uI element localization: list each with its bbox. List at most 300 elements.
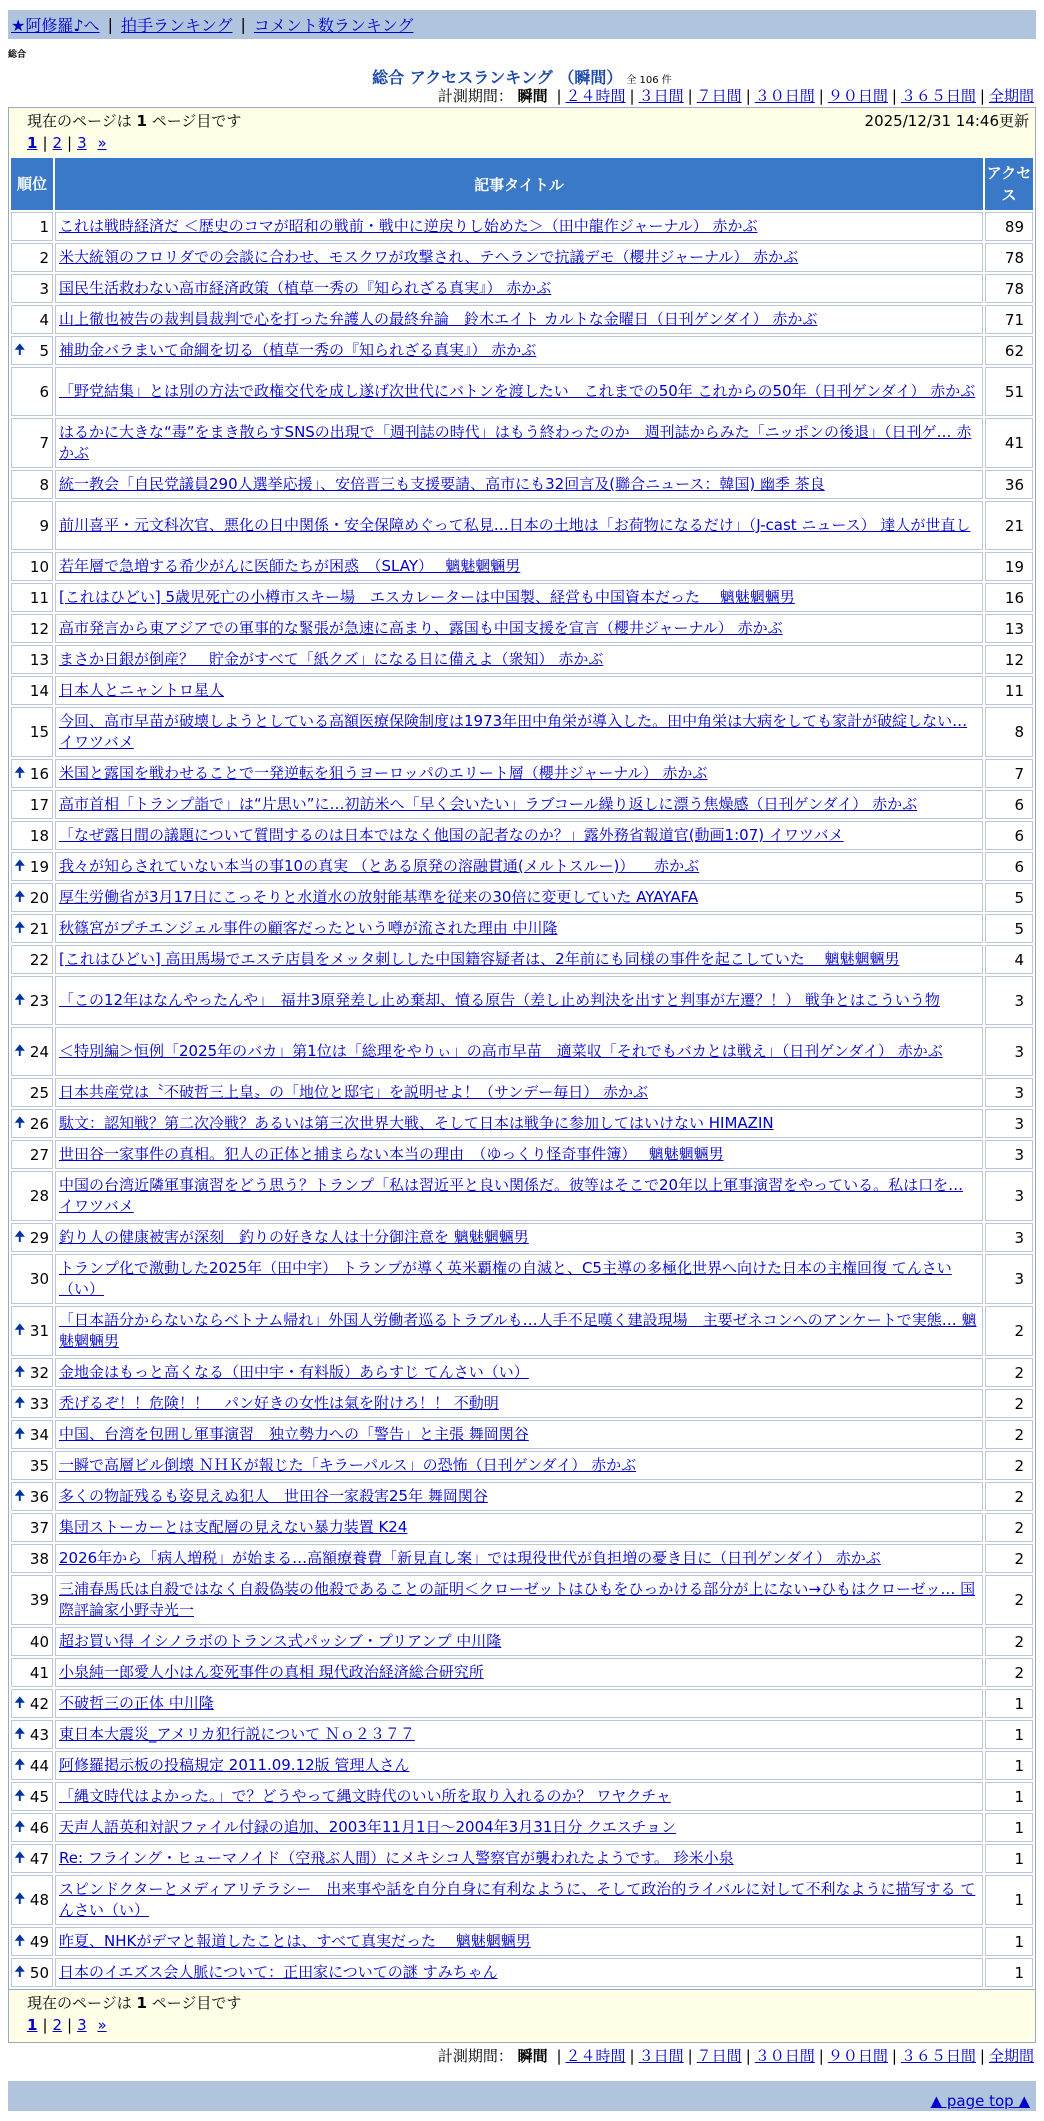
table-row bbox=[11, 418, 1033, 468]
period-separator: | bbox=[891, 2047, 897, 2065]
period-separator: | bbox=[629, 2047, 635, 2065]
rank-up-arrow-icon: 🠉 bbox=[14, 888, 26, 905]
rank-number: 45 bbox=[29, 1787, 49, 1806]
rank-number: 23 bbox=[29, 991, 49, 1010]
access-count: 78 bbox=[985, 274, 1033, 303]
title-cell bbox=[55, 1306, 983, 1356]
pagination-top bbox=[9, 132, 1035, 156]
title-cell bbox=[55, 707, 983, 757]
access-count: 62 bbox=[985, 336, 1033, 365]
rank-cell bbox=[11, 976, 53, 1025]
access-count: 2 bbox=[985, 1420, 1033, 1449]
rank-number: 28 bbox=[29, 1187, 49, 1205]
rank-cell bbox=[11, 274, 53, 303]
period-separator: | bbox=[687, 2047, 693, 2065]
article-link[interactable]: 若年層で急増する希少がんに医師たちが困惑 （SLAY） 魑魅魍魎男 bbox=[59, 557, 521, 575]
rank-cell bbox=[11, 1109, 53, 1138]
rank-cell bbox=[11, 1658, 53, 1687]
table-row bbox=[11, 243, 1033, 272]
table-row bbox=[11, 645, 1033, 674]
article-link[interactable]: スピンドクターとメディアリテラシー 出来事や話を自分自身に有利なように、そして政治的ライバルに対して不利なように描写する てんさい（い） bbox=[59, 1880, 976, 1919]
rank-cell bbox=[11, 1627, 53, 1656]
access-count: 78 bbox=[985, 243, 1033, 272]
title-cell bbox=[55, 1513, 983, 1542]
article-link[interactable]: 「日本語分からないならベトナム帰れ」外国人労働者巡るトラブルも…人手不足嘆く建設現場 主要ゼネコンへのアンケートで実態… 魑魅魍魎男 bbox=[59, 1311, 977, 1350]
rank-cell bbox=[11, 1958, 53, 1987]
table-row bbox=[11, 336, 1033, 365]
period-separator: | bbox=[979, 2047, 985, 2065]
home-link[interactable]: ★阿修羅♪へ bbox=[11, 16, 100, 35]
table-row bbox=[11, 274, 1033, 303]
period-selector-bottom bbox=[0, 2045, 1034, 2067]
rank-cell bbox=[11, 1782, 53, 1811]
period-separator: | bbox=[556, 87, 562, 105]
title-cell bbox=[55, 583, 983, 612]
article-link[interactable]: 国民生活救わない高市経済政策（植草一秀の『知られざる真実』） 赤かぶ bbox=[59, 279, 552, 297]
title-cell bbox=[55, 1575, 983, 1625]
page-text-after: ページ目です bbox=[146, 1994, 242, 2012]
rank-cell bbox=[11, 1813, 53, 1842]
period-current: 瞬間 bbox=[517, 87, 548, 105]
rank-cell bbox=[11, 945, 53, 974]
page-text-before: 現在のページは bbox=[27, 112, 137, 130]
rank-up-arrow-icon: 🠉 bbox=[14, 1818, 26, 1835]
article-link[interactable]: これは戦時経済だ ＜歴史のコマが昭和の戦前・戦中に逆戻りし始めた＞（田中龍作ジャーナル） 赤かぶ bbox=[59, 217, 758, 235]
period-option-link[interactable]: ２４時間 bbox=[565, 2047, 626, 2065]
period-label: 計測期間： bbox=[437, 87, 513, 105]
title-cell bbox=[55, 1720, 983, 1749]
page-top-link[interactable]: ▲ page top ▲ bbox=[930, 2092, 1030, 2110]
access-count: 3 bbox=[985, 1109, 1033, 1138]
article-link[interactable]: [これはひどい] 5歳児死亡の小樽市スキー場 エスカレーターは中国製、経営も中国資本だった 魑魅魍魎男 bbox=[59, 588, 795, 606]
article-link[interactable]: 駄文：認知戦？第二次冷戦？あるいは第三次世界大戦、そして日本は戦争に参加してはいけない HIMAZIN bbox=[59, 1114, 774, 1132]
rank-number: 16 bbox=[29, 764, 49, 783]
table-row bbox=[11, 707, 1033, 757]
page-info-bottom bbox=[9, 1990, 1035, 2014]
article-link[interactable]: 秋篠宮がプチエンジェル事件の顧客だったという噂が流された理由 中川隆 bbox=[59, 919, 558, 937]
page-title bbox=[0, 65, 1044, 85]
period-option-link[interactable]: ３日間 bbox=[638, 2047, 684, 2065]
title-cell bbox=[55, 1078, 983, 1107]
ranking-table bbox=[9, 156, 1035, 1989]
category-label: 総合 bbox=[8, 50, 27, 60]
rank-up-arrow-icon: 🠉 bbox=[14, 341, 26, 358]
article-link[interactable]: 多くの物証残るも姿見えぬ犯人 世田谷一家殺害25年 舞岡関谷 bbox=[59, 1487, 488, 1505]
article-link[interactable]: 阿修羅掲示板の投稿規定 2011.09.12版 管理人さん bbox=[59, 1756, 410, 1774]
rank-cell bbox=[11, 418, 53, 468]
access-count: 3 bbox=[985, 976, 1033, 1025]
rank-cell bbox=[11, 1140, 53, 1169]
page-separator: | bbox=[42, 2016, 48, 2034]
table-row bbox=[11, 1420, 1033, 1449]
access-count: 2 bbox=[985, 1306, 1033, 1356]
rank-cell bbox=[11, 1451, 53, 1480]
rank-number: 20 bbox=[29, 888, 49, 907]
period-option-link[interactable]: ３０日間 bbox=[754, 87, 815, 105]
period-separator: | bbox=[745, 2047, 751, 2065]
title-cell bbox=[55, 1813, 983, 1842]
access-count: 2 bbox=[985, 1451, 1033, 1480]
rank-cell bbox=[11, 1078, 53, 1107]
ranking-frame-bottom bbox=[8, 1990, 1036, 2043]
article-link[interactable]: 超お買い得 イシノラボのトランス式パッシブ・プリアンプ 中川隆 bbox=[59, 1632, 502, 1650]
rank-cell bbox=[11, 243, 53, 272]
article-link[interactable]: 三浦春馬氏は自殺ではなく自殺偽装の他殺であることの証明＜クローゼットはひもをひっかける部分が上にない→ひもはクローゼッ… 国際評論家小野寺光一 bbox=[59, 1580, 976, 1619]
table-row bbox=[11, 614, 1033, 643]
table-row bbox=[11, 1575, 1033, 1625]
article-link[interactable]: [これはひどい] 高田馬場でエステ店員をメッタ刺しした中国籍容疑者は、2年前にも同様の事件を起こしていた 魑魅魍魎男 bbox=[59, 950, 900, 968]
rank-cell bbox=[11, 1875, 53, 1925]
current-page-text bbox=[27, 110, 241, 132]
article-link[interactable]: まさか日銀が倒産？ 貯金がすべて「紙クズ」になる日に備えよ（衆知） 赤かぶ bbox=[59, 650, 604, 668]
page-link[interactable]: 2 bbox=[52, 134, 63, 152]
page-separator: | bbox=[42, 134, 48, 152]
rank-cell bbox=[11, 914, 53, 943]
article-link[interactable]: 集団ストーカーとは支配層の見えない暴力装置 K24 bbox=[59, 1518, 408, 1536]
article-link[interactable]: 「縄文時代はよかった。」で？どうやって縄文時代のいい所を取り入れるのか？ ワヤクチャ bbox=[59, 1787, 671, 1805]
rank-cell bbox=[11, 1420, 53, 1449]
rank-up-arrow-icon: 🠉 bbox=[14, 1363, 26, 1380]
article-link[interactable]: トランプ化で激動した2025年（田中宇） トランプが導く英米覇権の自滅と、C5主導の多極化世界へ向けた日本の主権回復 てんさい（い） bbox=[59, 1259, 952, 1298]
period-separator: | bbox=[891, 87, 897, 105]
article-link[interactable]: 一瞬で高層ビル倒壊 ＮＨＫが報じた「キラーパルス」の恐怖（日刊ゲンダイ） 赤かぶ bbox=[59, 1456, 637, 1474]
rank-up-arrow-icon: 🠉 bbox=[14, 1891, 26, 1907]
table-row bbox=[11, 976, 1033, 1025]
access-count: 1 bbox=[985, 1958, 1033, 1987]
rank-up-arrow-icon: 🠉 bbox=[14, 1756, 26, 1773]
title-cell bbox=[55, 821, 983, 850]
access-count: 1 bbox=[985, 1751, 1033, 1780]
article-link[interactable]: 東日本大震災_アメリカ犯行説について Ｎｏ２３７７ bbox=[59, 1725, 415, 1743]
table-row bbox=[11, 759, 1033, 788]
table-row bbox=[11, 1751, 1033, 1780]
article-link[interactable]: 高市首相「トランプ詣で」は“片思い”に…初訪米へ「早く会いたい」ラブコール繰り返しに漂う焦燥感（日刊ゲンダイ） 赤かぶ bbox=[59, 795, 918, 813]
comment-ranking-link[interactable]: コメント数ランキング bbox=[253, 16, 414, 35]
title-cell bbox=[55, 1482, 983, 1511]
access-count: 2 bbox=[985, 1389, 1033, 1418]
access-count: 2 bbox=[985, 1658, 1033, 1687]
page-number: 1 bbox=[136, 112, 147, 130]
rank-number: 14 bbox=[29, 681, 49, 700]
access-count: 71 bbox=[985, 305, 1033, 334]
rank-cell bbox=[11, 883, 53, 912]
rank-number: 15 bbox=[29, 723, 49, 741]
page-separator: | bbox=[67, 134, 73, 152]
table-row bbox=[11, 1844, 1033, 1873]
table-row bbox=[11, 1027, 1033, 1076]
table-row bbox=[11, 1223, 1033, 1252]
title-cell bbox=[55, 614, 983, 643]
table-row bbox=[11, 821, 1033, 850]
title-cell bbox=[55, 1627, 983, 1656]
rank-number: 27 bbox=[29, 1145, 49, 1164]
article-link[interactable]: 小泉純一郎愛人小はん変死事件の真相 現代政治経済総合研究所 bbox=[59, 1663, 484, 1681]
article-link[interactable]: 釣り人の健康被害が深刻 釣りの好きな人は十分御注意を 魑魅魍魎男 bbox=[59, 1228, 529, 1246]
table-row bbox=[11, 852, 1033, 881]
article-link[interactable]: ＜特別編＞恒例「2025年のバカ」第1位は「総理をやりぃ」の高市早苗 適菜収「それでもバカとは戦え」（日刊ゲンダイ） 赤かぶ bbox=[59, 1042, 943, 1060]
page-link-current[interactable]: 1 bbox=[27, 134, 38, 152]
title-cell bbox=[55, 1027, 983, 1076]
access-count: 2 bbox=[985, 1513, 1033, 1542]
access-count: 3 bbox=[985, 1171, 1033, 1221]
page-text-after: ページ目です bbox=[146, 112, 242, 130]
rank-cell bbox=[11, 1575, 53, 1625]
period-option-link[interactable]: ３６５日間 bbox=[900, 87, 976, 105]
rank-cell bbox=[11, 1482, 53, 1511]
article-link[interactable]: 統一教会「自民党議員290人選挙応援」、安倍晋三も支援要請、高市にも32回言及(聯合ニュース：韓国) 幽季 茶良 bbox=[59, 475, 825, 493]
article-link[interactable]: 金地金はもっと高くなる（田中宇・有料版）あらすじ てんさい（い） bbox=[59, 1363, 529, 1381]
article-link[interactable]: 我々が知らされていない本当の事10の真実 （とある原発の溶融貫通(メルトスルー)） 赤かぶ bbox=[59, 857, 700, 875]
rank-cell bbox=[11, 336, 53, 365]
page-number: 1 bbox=[136, 1994, 147, 2012]
title-cell bbox=[55, 1451, 983, 1480]
access-count: 8 bbox=[985, 707, 1033, 757]
title-cell bbox=[55, 1875, 983, 1925]
access-count: 3 bbox=[985, 1140, 1033, 1169]
title-header: 記事タイトル bbox=[55, 158, 983, 210]
table-row bbox=[11, 1513, 1033, 1542]
rank-cell bbox=[11, 1844, 53, 1873]
page-link[interactable]: 2 bbox=[52, 2016, 63, 2034]
title-cell bbox=[55, 336, 983, 365]
period-label: 計測期間： bbox=[437, 2047, 513, 2065]
title-cell bbox=[55, 1254, 983, 1304]
article-link[interactable]: 日本共産党は〝不破哲三上皇〟の「地位と邸宅」を説明せよ！（サンデー毎日） 赤かぶ bbox=[59, 1083, 649, 1101]
title-cell bbox=[55, 914, 983, 943]
table-row bbox=[11, 1306, 1033, 1356]
access-count: 36 bbox=[985, 470, 1033, 499]
article-link[interactable]: 「なぜ露日間の議題について質問するのは日本ではなく他国の記者なのか？」露外務省報道官(動画1:07) イワツバメ bbox=[59, 826, 844, 844]
title-cell bbox=[55, 1223, 983, 1252]
access-count: 2 bbox=[985, 1482, 1033, 1511]
table-row bbox=[11, 367, 1033, 416]
table-row bbox=[11, 212, 1033, 241]
rank-cell bbox=[11, 501, 53, 550]
rank-cell bbox=[11, 1306, 53, 1356]
rank-up-arrow-icon: 🠉 bbox=[14, 857, 26, 874]
rank-number: 47 bbox=[29, 1849, 49, 1868]
period-separator: | bbox=[818, 87, 824, 105]
table-row bbox=[11, 1927, 1033, 1956]
period-option-link[interactable]: ３日間 bbox=[638, 87, 684, 105]
article-link[interactable]: 高市発言から東アジアでの軍事的な緊張が急速に高まり、露国も中国支援を宣言（櫻井ジャーナル） 赤かぶ bbox=[59, 619, 783, 637]
article-link[interactable]: はるかに大きな“毒”をまき散らすSNSの出現で「週刊誌の時代」はもう終わったのか 週刊誌からみた「ニッポンの後退」（日刊ゲ… 赤かぶ bbox=[59, 423, 972, 462]
article-link[interactable]: 日本人とニャントロ星人 bbox=[59, 681, 225, 699]
table-row bbox=[11, 1813, 1033, 1842]
article-link[interactable]: 今回、高市早苗が破壊しようとしている高額医療保険制度は1973年田中角栄が導入した。田中角栄は大病をしても家計が破綻しない… イワツバメ bbox=[59, 712, 968, 751]
title-cell bbox=[55, 212, 983, 241]
rank-up-arrow-icon: 🠉 bbox=[14, 1932, 26, 1949]
period-options bbox=[552, 87, 1034, 105]
article-link[interactable]: 米国と露国を戦わせることで一発逆転を狙うヨーロッパのエリート層（櫻井ジャーナル） 赤かぶ bbox=[59, 764, 708, 782]
title-cell bbox=[55, 790, 983, 819]
rank-cell bbox=[11, 305, 53, 334]
rank-cell bbox=[11, 212, 53, 241]
period-option-link[interactable]: ７日間 bbox=[696, 87, 742, 105]
access-count: 1 bbox=[985, 1720, 1033, 1749]
access-count: 1 bbox=[985, 1689, 1033, 1718]
access-count: 1 bbox=[985, 1875, 1033, 1925]
rank-up-arrow-icon: 🠉 bbox=[14, 1694, 26, 1711]
title-cell bbox=[55, 1782, 983, 1811]
access-count: 12 bbox=[985, 645, 1033, 674]
title-cell bbox=[55, 945, 983, 974]
table-row bbox=[11, 1875, 1033, 1925]
article-link[interactable]: 「この12年はなんやったんや」 福井3原発差し止め棄却、憤る原告（差し止め判決を出すと判事が左遷？！） 戦争とはこういう物 bbox=[59, 991, 940, 1009]
top-nav-bar bbox=[8, 10, 1036, 39]
period-option-link[interactable]: 全期間 bbox=[988, 2047, 1034, 2065]
article-link[interactable]: 中国、台湾を包囲し軍事演習 独立勢力への「警告」と主張 舞岡関谷 bbox=[59, 1425, 529, 1443]
access-count: 3 bbox=[985, 1254, 1033, 1304]
article-link[interactable]: 厚生労働省が3月17日にこっそりと水道水の放射能基準を従来の30倍に変更していた AYAYAFA bbox=[59, 888, 699, 906]
article-link[interactable]: 世田谷一家事件の真相。犯人の正体と捕まらない本当の理由 （ゆっくり怪奇事件簿） 魑魅魍魎男 bbox=[59, 1145, 724, 1163]
access-count: 6 bbox=[985, 821, 1033, 850]
table-row bbox=[11, 1627, 1033, 1656]
access-count: 21 bbox=[985, 501, 1033, 550]
article-link[interactable]: 補助金バラまいて命綱を切る（植草一秀の『知られざる真実』） 赤かぶ bbox=[59, 341, 537, 359]
access-count: 4 bbox=[985, 945, 1033, 974]
rank-number: 48 bbox=[29, 1891, 49, 1909]
rank-number: 11 bbox=[29, 588, 49, 607]
period-separator: | bbox=[979, 87, 985, 105]
title-cell bbox=[55, 1140, 983, 1169]
table-row bbox=[11, 1140, 1033, 1169]
page-separator: | bbox=[67, 2016, 73, 2034]
rank-number: 31 bbox=[29, 1322, 49, 1340]
ranking-body bbox=[11, 212, 1033, 1987]
table-row bbox=[11, 1358, 1033, 1387]
rank-cell bbox=[11, 1927, 53, 1956]
article-link[interactable]: 天声人語英和対訳ファイル付録の追加、2003年11月1日〜2004年3月31日分 クエスチョン bbox=[59, 1818, 677, 1836]
article-link[interactable]: 前川喜平・元文科次官、悪化の日中関係・安全保障めぐって私見…日本の土地は「お荷物になるだけ」（J-cast ニュース） 達人が世直し bbox=[59, 516, 971, 534]
rank-cell bbox=[11, 1544, 53, 1573]
rank-number: 17 bbox=[29, 795, 49, 814]
access-count: 7 bbox=[985, 759, 1033, 788]
page-link-current[interactable]: 1 bbox=[27, 2016, 38, 2034]
rank-number: 42 bbox=[29, 1694, 49, 1713]
title-cell bbox=[55, 1958, 983, 1987]
period-option-link[interactable]: ７日間 bbox=[696, 2047, 742, 2065]
table-row bbox=[11, 1689, 1033, 1718]
rank-cell bbox=[11, 470, 53, 499]
period-option-link[interactable]: ９０日間 bbox=[827, 87, 888, 105]
rank-up-arrow-icon: 🠉 bbox=[14, 1849, 26, 1866]
rank-up-arrow-icon: 🠉 bbox=[14, 1487, 26, 1504]
period-option-link[interactable]: ２４時間 bbox=[565, 87, 626, 105]
access-count: 51 bbox=[985, 367, 1033, 416]
title-cell bbox=[55, 1109, 983, 1138]
article-link[interactable]: 米大統領のフロリダでの会談に合わせ、モスクワが攻撃され、テヘランで抗議デモ（櫻井ジャーナル） 赤かぶ bbox=[59, 248, 799, 266]
article-link[interactable]: 2026年から「病人増税」が始まる…高額療養費「新見直し案」では現役世代が負担増の憂き目に（日刊ゲンダイ） 赤かぶ bbox=[59, 1549, 881, 1567]
table-row bbox=[11, 914, 1033, 943]
rank-number: 41 bbox=[29, 1663, 49, 1682]
updated-timestamp: 2025/12/31 14:46更新 bbox=[864, 112, 1029, 130]
rank-number: 18 bbox=[29, 826, 49, 845]
table-row bbox=[11, 1482, 1033, 1511]
rank-cell bbox=[11, 821, 53, 850]
page-link[interactable]: 3 bbox=[77, 134, 87, 152]
article-link[interactable]: 中国の台湾近隣軍事演習をどう思う？トランプ「私は習近平と良い関係だ。彼等はそこで20年以上軍事演習をやっている。私は口を… イワツバメ bbox=[59, 1176, 964, 1215]
period-option-link[interactable]: ９０日間 bbox=[827, 2047, 888, 2065]
article-link[interactable]: 山上徹也被告の裁判員裁判で心を打った弁護人の最終弁論 鈴木エイト カルトな金曜日（日刊ゲンダイ） 赤かぶ bbox=[59, 310, 818, 328]
table-row bbox=[11, 883, 1033, 912]
title-cell bbox=[55, 645, 983, 674]
title-cell bbox=[55, 501, 983, 550]
period-separator: | bbox=[745, 87, 751, 105]
rank-cell bbox=[11, 852, 53, 881]
access-count: 41 bbox=[985, 418, 1033, 468]
access-count: 1 bbox=[985, 1844, 1033, 1873]
article-link[interactable]: Re: フライング・ヒューマノイド（空飛ぶ人間）にメキシコ人警察官が襲われたようです。 珍米小泉 bbox=[59, 1849, 734, 1867]
access-count: 1 bbox=[985, 1782, 1033, 1811]
rank-cell bbox=[11, 583, 53, 612]
period-current: 瞬間 bbox=[517, 2047, 548, 2065]
access-count: 2 bbox=[985, 1544, 1033, 1573]
article-link[interactable]: 昨夏、NHKがデマと報道したことは、すべて真実だった 魑魅魍魎男 bbox=[59, 1932, 531, 1950]
title-cell bbox=[55, 418, 983, 468]
next-page-link[interactable]: » bbox=[97, 134, 107, 152]
access-count: 19 bbox=[985, 552, 1033, 581]
next-page-link[interactable]: » bbox=[97, 2016, 107, 2034]
access-count: 6 bbox=[985, 790, 1033, 819]
rank-cell bbox=[11, 759, 53, 788]
rank-up-arrow-icon: 🠉 bbox=[14, 1114, 26, 1131]
clap-ranking-link[interactable]: 拍手ランキング bbox=[120, 16, 233, 35]
period-option-link[interactable]: ３０日間 bbox=[754, 2047, 815, 2065]
page-link[interactable]: 3 bbox=[77, 2016, 87, 2034]
rank-number: 8 bbox=[39, 475, 49, 494]
access-count: 6 bbox=[985, 852, 1033, 881]
access-count: 3 bbox=[985, 1027, 1033, 1076]
rank-number: 44 bbox=[29, 1756, 49, 1775]
table-row bbox=[11, 1254, 1033, 1304]
rank-cell bbox=[11, 1720, 53, 1749]
period-option-link[interactable]: ３６５日間 bbox=[900, 2047, 976, 2065]
rank-cell bbox=[11, 1389, 53, 1418]
rank-up-arrow-icon: 🠉 bbox=[14, 1725, 26, 1742]
table-row bbox=[11, 1109, 1033, 1138]
rank-number: 24 bbox=[29, 1042, 49, 1061]
title-cell bbox=[55, 1420, 983, 1449]
article-link[interactable]: 禿げるぞ！！危険！！ パン好きの女性は氣を附けろ！！ 不動明 bbox=[59, 1394, 499, 1412]
rank-up-arrow-icon: 🠉 bbox=[14, 1042, 26, 1059]
title-cell bbox=[55, 1689, 983, 1718]
rank-number: 6 bbox=[39, 382, 49, 401]
article-link[interactable]: 不破哲三の正体 中川隆 bbox=[59, 1694, 214, 1712]
current-page-text bbox=[27, 1992, 241, 2014]
rank-number: 12 bbox=[29, 619, 49, 638]
article-link[interactable]: 「野党結集」とは別の方法で政権交代を成し遂げ次世代にバトンを渡したい これまでの50年 これからの50年（日刊ゲンダイ） 赤かぶ bbox=[59, 382, 976, 400]
table-row bbox=[11, 1171, 1033, 1221]
rank-up-arrow-icon: 🠉 bbox=[14, 1322, 26, 1338]
title-cell bbox=[55, 1751, 983, 1780]
page-info bbox=[9, 108, 1035, 132]
period-options bbox=[552, 2047, 1034, 2065]
rank-number: 10 bbox=[29, 557, 49, 576]
table-row bbox=[11, 583, 1033, 612]
period-separator: | bbox=[687, 87, 693, 105]
rank-cell bbox=[11, 790, 53, 819]
rank-number: 29 bbox=[29, 1228, 49, 1247]
table-row bbox=[11, 1451, 1033, 1480]
title-cell bbox=[55, 243, 983, 272]
rank-number: 35 bbox=[29, 1456, 49, 1475]
rank-cell bbox=[11, 676, 53, 705]
rank-header: 順位 bbox=[11, 158, 53, 210]
rank-number: 34 bbox=[29, 1425, 49, 1444]
article-link[interactable]: 日本のイエズス会人脈について：正田家についての謎 すみちゃん bbox=[59, 1963, 498, 1981]
period-option-link[interactable]: 全期間 bbox=[988, 87, 1034, 105]
